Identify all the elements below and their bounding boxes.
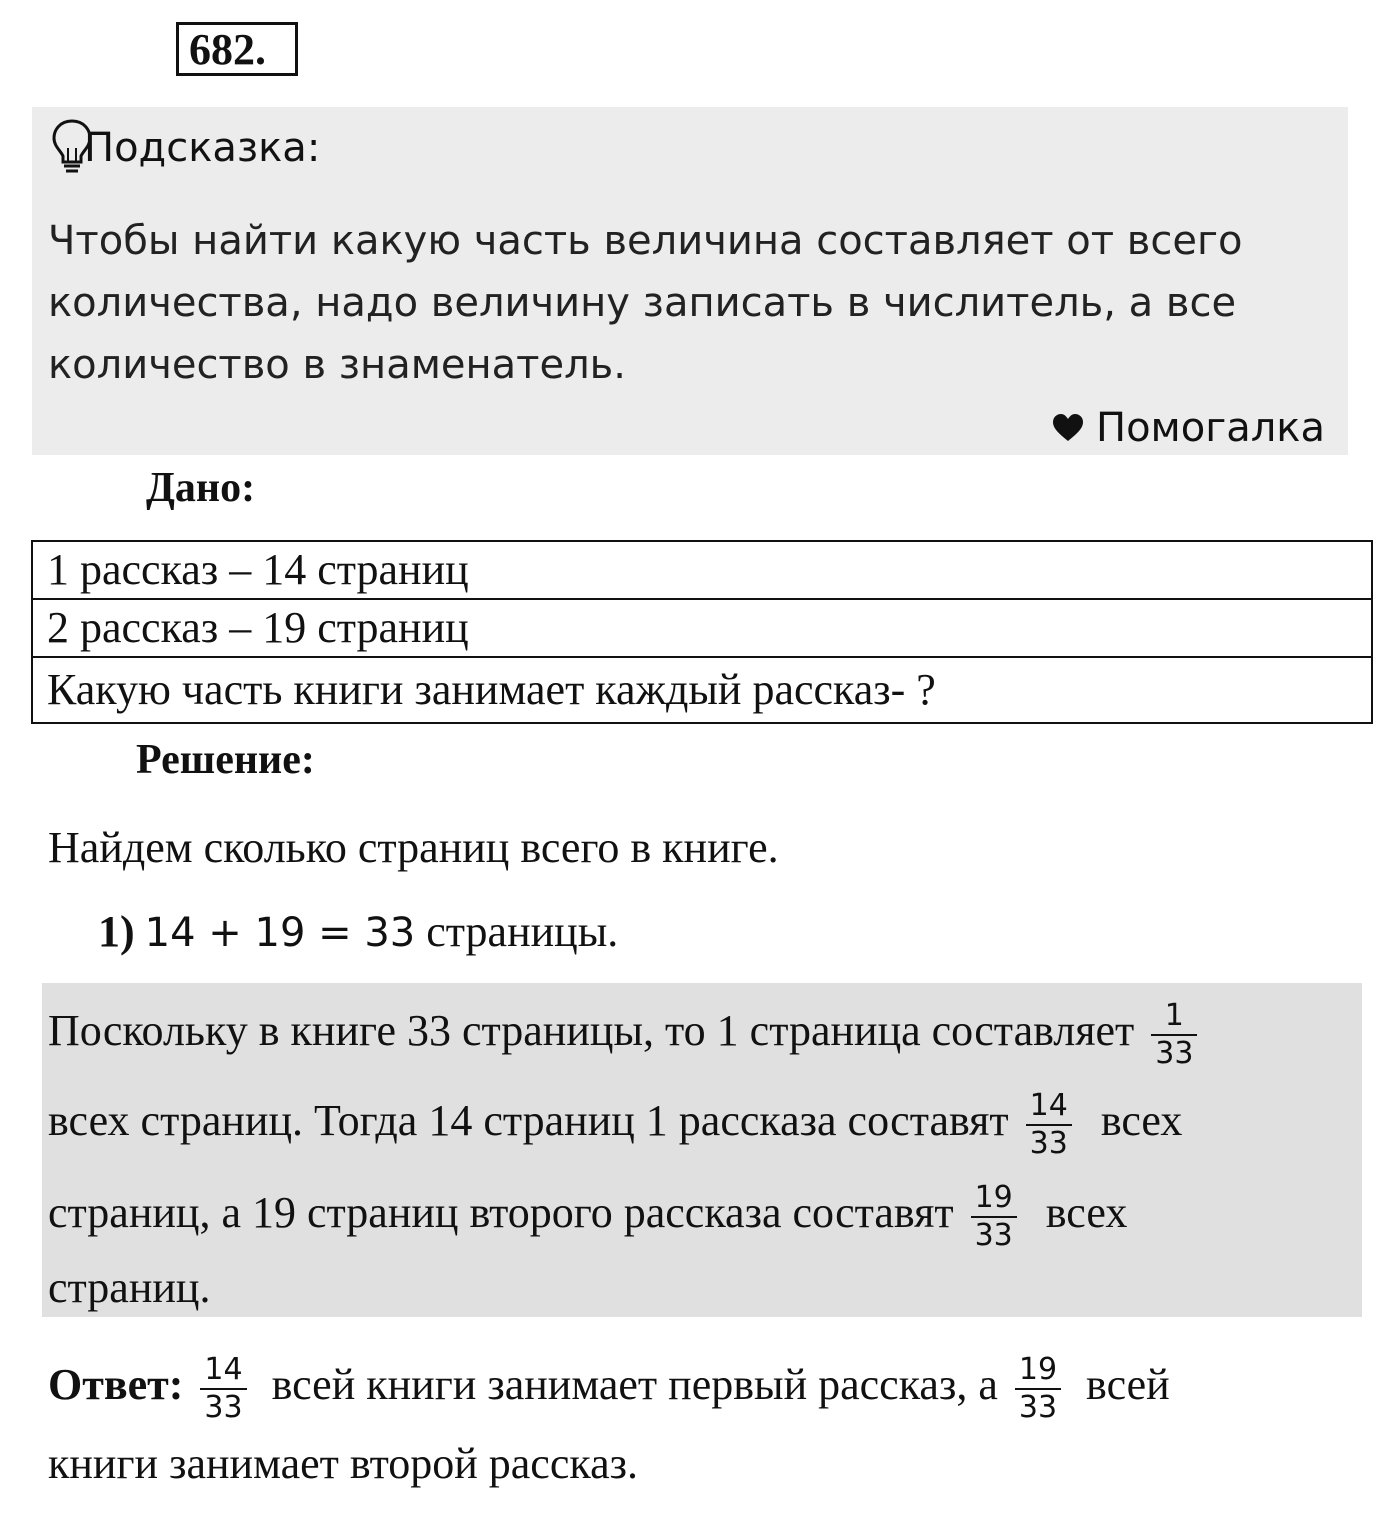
explanation-text: страниц, а 19 страниц второго рассказа составят — [48, 1188, 954, 1238]
explanation-text: всех страниц. Тогда 14 страниц 1 рассказа составят — [48, 1096, 1009, 1146]
table-row — [32, 541, 1372, 599]
numerator: 14 — [200, 1352, 246, 1390]
solution-step-1 — [98, 904, 618, 961]
numerator: 14 — [1026, 1088, 1072, 1126]
explanation-text: всех — [1045, 1188, 1128, 1238]
fraction — [971, 1180, 1017, 1254]
denominator: 33 — [1029, 1126, 1068, 1161]
fraction — [1151, 998, 1197, 1072]
answer-line-2: книги занимает второй рассказ. — [48, 1439, 638, 1488]
fraction — [200, 1352, 246, 1426]
given-title: Дано: — [146, 465, 256, 511]
step-expression: 14 + 19 = 33 — [144, 910, 416, 956]
denominator: 33 — [1155, 1036, 1194, 1071]
brand-label — [1052, 400, 1325, 456]
table-row — [32, 657, 1372, 723]
brand-name: Помогалка — [1096, 405, 1325, 451]
explanation-line-1 — [48, 998, 1203, 1072]
answer-line-1 — [48, 1352, 1170, 1426]
fraction — [1015, 1352, 1061, 1426]
explanation-line-2 — [48, 1088, 1182, 1162]
given-row-1: 1 рассказ – 14 страниц — [32, 541, 1372, 599]
fraction — [1026, 1088, 1072, 1162]
solution-intro: Найдем сколько страниц всего в книге. — [48, 823, 779, 872]
hint-title: Подсказка: — [84, 125, 321, 171]
step-unit: страницы. — [426, 907, 619, 956]
numerator: 1 — [1151, 998, 1197, 1036]
numerator: 19 — [1015, 1352, 1061, 1390]
step-label: 1) — [98, 907, 135, 956]
answer-label: Ответ: — [48, 1360, 184, 1410]
given-table — [31, 540, 1373, 724]
hint-text: Чтобы найти какую часть величина составляет от всего количества, надо величину записать в числитель, а все количество в знаменатель. — [48, 218, 1243, 388]
table-row — [32, 599, 1372, 657]
explanation-text: всех — [1100, 1096, 1183, 1146]
explanation-text: Поскольку в книге 33 страницы, то 1 страница составляет — [48, 1006, 1135, 1056]
given-row-2: 2 рассказ – 19 страниц — [32, 599, 1372, 657]
explanation-line-3 — [48, 1180, 1127, 1254]
denominator: 33 — [204, 1390, 243, 1425]
solution-title: Решение: — [136, 737, 315, 783]
answer-text: всей книги занимает первый рассказ, а — [271, 1360, 998, 1410]
denominator: 33 — [974, 1218, 1013, 1253]
numerator: 19 — [971, 1180, 1017, 1218]
explanation-line-4: страниц. — [48, 1263, 211, 1312]
denominator: 33 — [1018, 1390, 1058, 1425]
answer-text: всей — [1086, 1360, 1170, 1410]
task-number: 682. — [176, 22, 298, 76]
heart-icon — [1052, 413, 1084, 443]
given-question: Какую часть книги занимает каждый рассказ- ? — [32, 657, 1372, 723]
